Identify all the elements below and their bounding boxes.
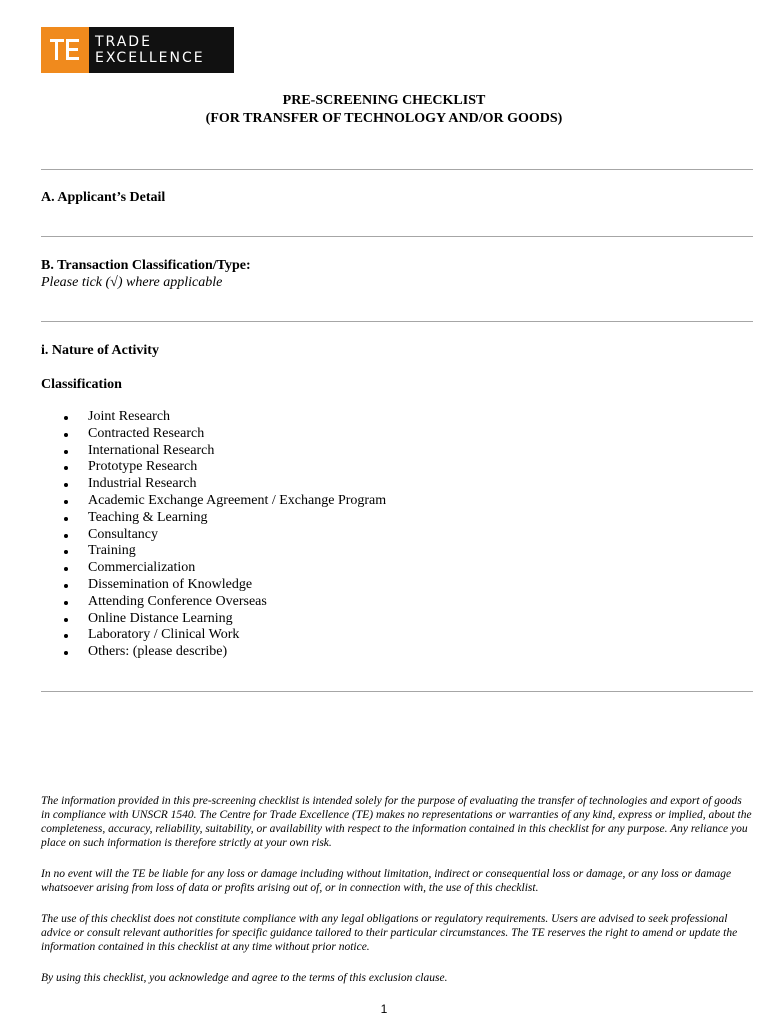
te-logo-mark-icon (41, 27, 89, 73)
section-b-instruction: Please tick (√) where applicable (41, 275, 223, 290)
document-title: PRE-SCREENING CHECKLIST (282, 93, 486, 108)
logo-line-2: EXCELLENCE (95, 50, 205, 66)
list-item: Teaching & Learning (62, 510, 386, 527)
disclaimer-paragraph-3: The use of this checklist does not constitute compliance with any legal obligations or regulatory requirements. Users are advised to seek professional advice or consult relevant authorities for specific guidance tailored to their particular circumstances. The TE reserves the right to amend or update the information contained in this checklist at any time without prior notice. (41, 913, 738, 953)
list-item: Industrial Research (62, 476, 386, 493)
list-item: Prototype Research (62, 459, 386, 476)
list-item: Online Distance Learning (62, 611, 386, 628)
list-item: Others: (please describe) (62, 644, 386, 661)
list-item: Consultancy (62, 527, 386, 544)
list-item: Commercialization (62, 560, 386, 577)
list-item: Academic Exchange Agreement / Exchange Program (62, 493, 386, 510)
list-item: Contracted Research (62, 426, 386, 443)
divider (41, 169, 753, 170)
divider (41, 236, 753, 237)
section-a-heading: A. Applicant’s Detail (41, 190, 166, 205)
disclaimer-paragraph-2: In no event will the TE be liable for any loss or damage including without limitation, indirect or consequential loss or damage, or any loss or damage whatsoever arising from loss of data or profits arising out of, or in connection with, the use of this checklist. (41, 868, 732, 894)
disclaimer-paragraph-1: The information provided in this pre-screening checklist is intended solely for the purpose of evaluating the transfer of technologies and export of goods in compliance with UNSCR 1540. The Centre for Trade Excellence (TE) makes no representations or warranties of any kind, express or implied, about the completeness, accuracy, reliability, suitability, or availability with respect to the information contained in this checklist for any purpose. Any reliance you place on such information is therefore strictly at your own risk. (41, 795, 752, 849)
divider (41, 321, 753, 322)
logo-line-1: TRADE (95, 34, 152, 50)
page-number: 1 (380, 1002, 388, 1016)
disclaimer-paragraph-4: By using this checklist, you acknowledge and agree to the terms of this exclusion clause. (41, 972, 448, 984)
classification-list (62, 409, 386, 661)
logo-wordmark (89, 27, 205, 73)
section-b-heading: B. Transaction Classification/Type: (41, 258, 251, 273)
divider (41, 691, 753, 692)
list-item: Laboratory / Clinical Work (62, 627, 386, 644)
list-item: Joint Research (62, 409, 386, 426)
document-subtitle: (FOR TRANSFER OF TECHNOLOGY AND/OR GOODS) (205, 111, 563, 126)
classification-heading: Classification (41, 377, 122, 392)
trade-excellence-logo (41, 27, 234, 73)
list-item: Dissemination of Knowledge (62, 577, 386, 594)
list-item: Training (62, 543, 386, 560)
list-item: International Research (62, 443, 386, 460)
list-item: Attending Conference Overseas (62, 594, 386, 611)
nature-of-activity-heading: i. Nature of Activity (41, 343, 159, 358)
